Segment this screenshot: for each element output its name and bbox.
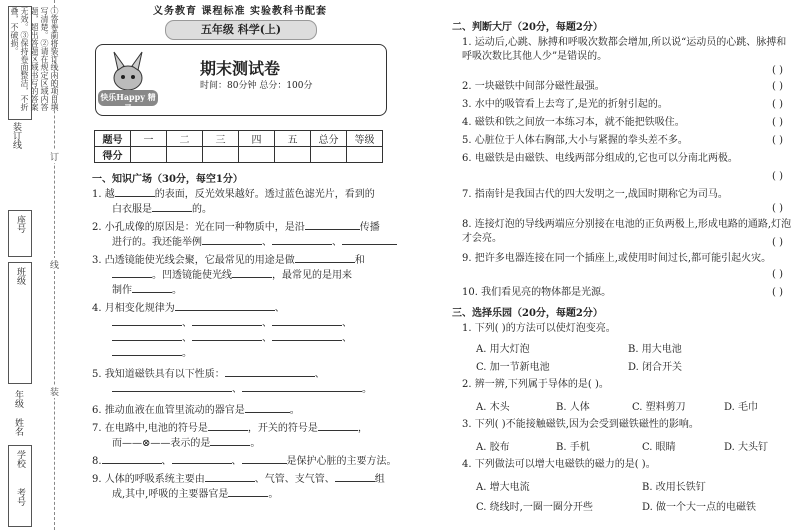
score-input-cell[interactable] [203,147,239,163]
table-cell: 等级 [347,131,383,147]
q7-text-b: ，开关的符号是 [247,423,318,434]
answer-blank[interactable] [335,472,375,482]
judge-item-2: 2. 一块磁铁中间部分磁性最强。 [462,81,605,92]
option[interactable]: D. 大头钉 [724,442,769,453]
question-2: 2. 小孔成像的原因是：光在同一种物质中，是沿 传播 进行的。我还能举例 、 、 [92,220,422,250]
option[interactable]: B. 人体 [556,402,590,413]
q1-text-c: 白衣服是 [112,204,152,215]
table-cell: 五 [275,131,311,147]
answer-blank[interactable] [112,316,182,326]
option[interactable]: A. 胶布 [476,442,510,453]
grade-subject: 五年级 科学(上) [165,20,317,40]
q3-text-a: 3. 凸透镜能使光线会聚，它最常见的用途是做 [92,255,295,266]
q3-text-b: 和 [354,255,365,266]
answer-blank[interactable] [305,220,360,230]
question-4: 4. 月相变化规律为 、 、 、 、 、 、 、 。 [92,303,352,359]
name-label: 姓名 [13,418,23,436]
answer-blank[interactable] [208,421,248,431]
q2-text-b: 传播 [359,222,380,233]
tear-mark-1: 订 [50,150,59,163]
table-cell: 一 [131,131,167,147]
option[interactable]: D. 闭合开关 [628,362,683,373]
option[interactable]: B. 用大电池 [628,344,682,355]
exam-info: 时间：80分钟 总分：100分 [200,81,313,91]
answer-blank[interactable] [192,316,262,326]
score-table [94,130,383,163]
answer-blank[interactable] [175,301,275,311]
answer-paren[interactable]: ( ) [772,65,783,76]
judge-item-7: 7. 指南针是我国古代的四大发明之一,战国时期称它为司马。 [462,189,728,200]
answer-blank[interactable] [192,331,262,341]
answer-blank[interactable] [112,268,152,278]
logo-text: 快乐Happy 精灵 [100,92,156,113]
question-5: 5. 我知道磁铁具有以下性质： 、 、 。 [92,369,372,395]
school-label: 学校 [15,450,25,468]
answer-blank[interactable] [205,472,255,482]
answer-blank[interactable] [112,382,232,392]
q7-text-a: 7. 在电路中,电池的符号是 [92,423,208,434]
class-name-box [8,262,32,384]
option[interactable]: A. 木头 [476,402,510,413]
score-input-cell[interactable] [131,147,167,163]
option[interactable]: B. 手机 [556,442,590,453]
q3-text-c: 。凹透镜能使光线 [152,270,232,281]
option[interactable]: A. 增大电流 [476,482,530,493]
score-table-score-row [95,147,383,163]
binding-margin [0,0,82,530]
score-input-cell[interactable] [239,147,275,163]
answer-blank[interactable] [272,235,332,245]
answer-blank[interactable] [245,403,290,413]
section-2-title: 二、判断大厅（20分，每题2分） [452,22,603,33]
option[interactable]: A. 用大灯泡 [476,344,530,355]
exam-title: 期末测试卷 [200,59,281,78]
question-1 [92,187,422,217]
question-9: 9. 人体的呼吸系统主要由 、气管、支气管、 组 成,其中,呼吸的主要器官是 。 [92,474,385,500]
q1-text-d: 的。 [192,204,212,215]
answer-paren[interactable]: ( ) [772,203,783,214]
option[interactable]: C. 加一节新电池 [476,362,550,373]
number-label: 考号 [15,488,25,506]
q9-text-b: 、气管、支气管、 [254,474,335,485]
tear-mark-2: 线 [50,258,59,271]
class-label: 班级 [15,267,25,285]
series-text: 义务教育 课程标准 实验教科书配套 [153,6,327,17]
instructions-text: ①答卷前将装订线内的项目填写清楚。②请在规定区域内答题，超出答题区域书写的答案无效。③保持卷面整洁，不折叠，不破损。 [10,7,59,111]
choice-question-3: 3. 下列( )不能接触磁铁,因为会受到磁铁磁性的影响。 [462,419,699,430]
answer-blank[interactable] [242,382,362,392]
choice-question-2: 2. 辨一辨,下列属于导体的是( )。 [462,379,609,390]
answer-paren[interactable]: ( ) [772,287,783,298]
answer-blank[interactable] [102,454,162,464]
q6-text: 6. 推动血液在血管里流动的器官是 [92,405,245,416]
school-box [8,445,32,527]
answer-blank[interactable] [112,346,182,356]
answer-blank[interactable] [172,454,232,464]
answer-blank[interactable] [295,253,355,263]
answer-blank[interactable] [232,268,272,278]
answer-paren[interactable]: ( ) [772,99,783,110]
q1-text-b: 的表面，反光效果越好。透过蓝色滤光片，看到的 [154,189,375,200]
question-7: 7. 在电路中,电池的符号是 ，开关的符号是 ， 而——⊗——表示的是 。 [92,423,368,449]
table-cell: 题号 [95,131,131,147]
table-cell: 四 [239,131,275,147]
answer-blank[interactable] [132,283,172,293]
q5-text: 5. 我知道磁铁具有以下性质： [92,369,225,380]
option[interactable]: B. 改用长铁钉 [642,482,706,493]
q9-text-d: 成,其中,呼吸的主要器官是 [112,489,229,500]
judge-item-8: 8. 连接灯泡的导线两端应分别接在电池的正负两极上,形成电路的通路,灯泡才会亮。 [462,219,792,244]
judge-item-10: 10. 我们看见亮的物体都是光源。 [462,287,612,298]
choice-question-1: 1. 下列( )的方法可以使灯泡变亮。 [462,323,616,334]
option[interactable]: C. 塑料剪刀 [632,402,686,413]
option[interactable]: C. 绕线时,一圈一圈分开些 [476,502,593,513]
score-input-cell[interactable] [311,147,347,163]
answer-blank[interactable] [225,367,315,377]
answer-paren[interactable]: ( ) [772,117,783,128]
judge-text: 1. 运动后,心跳、脉搏和呼吸次数都会增加,所以说“运动员的心跳、脉搏和呼吸次数比其他人少”是错误的。 [462,37,787,62]
section-3-title: 三、选择乐园（20分，每题2分） [452,308,603,319]
q4-text: 4. 月相变化规律为 [92,303,175,314]
answer-blank[interactable] [318,421,358,431]
answer-blank[interactable] [342,235,397,245]
question-8: 8. 、 、 是保护心脏的主要方法。 [92,456,397,467]
score-input-cell[interactable] [347,147,383,163]
score-input-cell[interactable] [167,147,203,163]
judge-item-9: 9. 把许多电器连接在同一个插座上,或使用时间过长,都可能引起火灾。 [462,253,772,264]
option[interactable]: D. 毛巾 [724,402,759,413]
answer-paren[interactable]: ( ) [772,135,783,146]
section-1 [92,170,422,502]
answer-blank[interactable] [152,202,192,212]
table-cell: 总分 [311,131,347,147]
q8-text-b: 是保护心脏的主要方法。 [286,456,397,467]
judge-item-3: 3. 水中的吸管看上去弯了,是光的折射引起的。 [462,99,668,110]
option[interactable]: C. 眼睛 [642,442,676,453]
tear-mark-3: 装 [50,385,59,398]
section-1-title: 一、知识广场（30分，每空1分） [92,174,243,185]
table-cell: 得分 [95,147,131,163]
seat-label: 座号 [15,215,25,233]
q3-text-d: ，最常见的是用来 [272,270,352,281]
table-cell: 二 [167,131,203,147]
answer-blank[interactable] [112,331,182,341]
instructions-box [8,6,59,120]
judge-item-1 [462,36,792,64]
table-cell: 三 [203,131,239,147]
answer-blank[interactable] [272,331,342,341]
answer-paren[interactable]: ( ) [772,237,783,248]
answer-blank[interactable] [210,436,250,446]
q8-text-a: 8. [92,456,102,467]
answer-blank[interactable] [228,487,268,497]
answer-blank[interactable] [272,316,342,326]
judge-item-5: 5. 心脏位于人体右胸部,大小与紧握的拳头差不多。 [462,135,688,146]
answer-blank[interactable] [242,454,287,464]
choice-question-4: 4. 下列做法可以增大电磁铁的磁力的是( )。 [462,459,656,470]
q9-text-a: 9. 人体的呼吸系统主要由 [92,474,205,485]
score-input-cell[interactable] [275,147,311,163]
question-3: 3. 凸透镜能使光线会聚，它最常见的用途是做 和 。凹透镜能使光线 ，最常见的是用来 制作 。 [92,255,365,296]
answer-paren[interactable]: ( ) [772,171,783,182]
q3-text-e: 制作 [112,285,132,296]
q9-text-c: 组 [374,474,385,485]
mascot-logo [96,48,160,113]
answer-paren[interactable]: ( ) [772,269,783,280]
judge-item-6: 6. 电磁铁是由磁铁、电线两部分组成的,它也可以分南北两极。 [462,153,738,164]
seat-box [8,210,32,257]
answer-blank[interactable] [115,187,155,197]
q2-text-c: 进行的。我还能举例 [112,237,202,248]
judge-item-4: 4. 磁铁和铁之间放一本练习本，就不能把铁吸住。 [462,117,685,128]
score-table-header-row [95,131,383,147]
q1-text-a: 1. 越 [92,189,115,200]
question-6: 6. 推动血液在血管里流动的器官是 。 [92,405,300,416]
answer-paren[interactable]: ( ) [772,81,783,92]
tear-label: 装订线 [11,122,21,149]
q7-text-c: 而——⊗——表示的是 [112,438,211,449]
answer-blank[interactable] [202,235,262,245]
option[interactable]: D. 做一个大一点的电磁铁 [642,502,757,513]
q2-text-a: 2. 小孔成像的原因是：光在同一种物质中，是沿 [92,222,305,233]
grade-label: 年级 [13,390,23,408]
